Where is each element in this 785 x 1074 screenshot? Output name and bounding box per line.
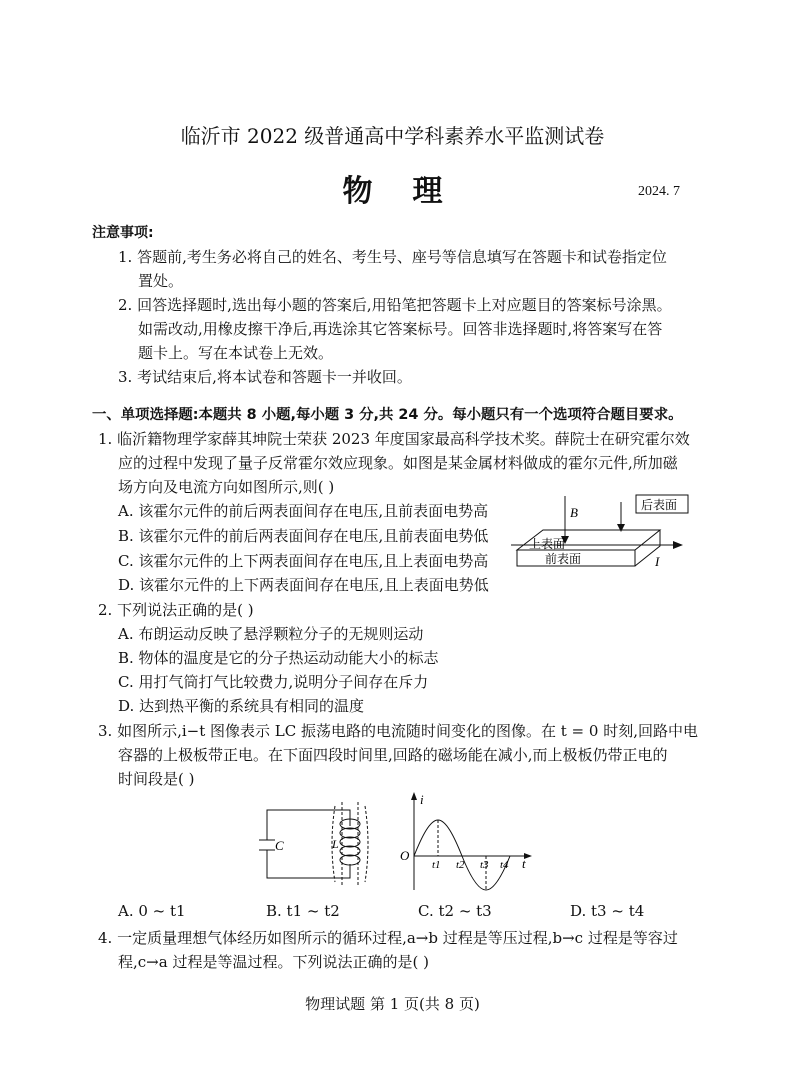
notice-item-2-line3: 题卡上。写在本试卷上无效。 [138,344,334,362]
tick-t4: t4 [500,859,509,871]
section-heading: 一、单项选择题:本题共 8 小题,每小题 3 分,共 24 分。每小题只有一个选项符合题目要求。 [92,407,683,423]
back-surface-label: 后表面 [641,498,678,512]
q1-option-b: B. 该霍尔元件的前后两表面间存在电压,且前表面电势低 [118,527,489,545]
current-label: I [655,554,660,569]
top-surface-label: 上表面 [529,537,566,551]
q4-line1: 4. 一定质量理想气体经历如图所示的循环过程,a→b 过程是等压过程,b→c 过程是等容过 [98,929,678,947]
q1-line2: 应的过程中发现了量子反常霍尔效应现象。如图是某金属材料做成的霍尔元件,所加磁 [118,454,678,472]
notice-item-1-line1: 1. 答题前,考生务必将自己的姓名、考生号、座号等信息填写在答题卡和试卷指定位 [118,248,667,266]
notice-item-2-line1: 2. 回答选择题时,选出每小题的答案后,用铅笔把答题卡上对应题目的答案标号涂黑。 [118,296,672,314]
q1-option-c: C. 该霍尔元件的上下两表面间存在电压,且上表面电势高 [118,552,489,570]
q2-option-a: A. 布朗运动反映了悬浮颗粒分子的无规则运动 [118,625,424,643]
q3-line3: 时间段是( ) [118,770,195,788]
q1-line1: 1. 临沂籍物理学家薛其坤院士荣获 2023 年度国家最高科学技术奖。薛院士在研究霍尔效 [98,430,690,448]
q3-option-c: C. t2 ~ t3 [418,902,492,920]
q1-line3: 场方向及电流方向如图所示,则( ) [118,478,335,496]
exam-title: 临沂市 2022 级普通高中学科素养水平监测试卷 [180,124,605,148]
i-t-graph [396,790,536,894]
tick-t3: t3 [480,859,489,871]
hall-element-figure [505,490,695,580]
q3-option-b: B. t1 ~ t2 [266,902,340,920]
tick-t2: t2 [456,859,465,871]
page-footer: 物理试题 第 1 页(共 8 页) [305,995,480,1013]
capacitor-label: C [275,838,284,853]
tick-t1: t1 [432,859,441,871]
t-axis-label: t [522,856,526,871]
q1-option-a: A. 该霍尔元件的前后两表面间存在电压,且前表面电势高 [118,502,489,520]
b-field-label: B [570,505,578,520]
notice-item-1-line2: 置处。 [138,272,184,290]
q3-option-d: D. t3 ~ t4 [570,902,645,920]
subject-title: 物理 [342,174,483,209]
q1-option-d: D. 该霍尔元件的上下两表面间存在电压,且上表面电势低 [118,576,489,594]
q2-line1: 2. 下列说法正确的是( ) [98,601,254,619]
exam-date: 2024. 7 [638,184,680,199]
q2-option-d: D. 达到热平衡的系统具有相同的温度 [118,697,365,715]
inductor-label: L [332,837,339,851]
origin-label: O [400,848,410,863]
lc-circuit-figure [255,792,375,892]
i-axis-label: i [420,792,424,807]
notice-item-2-line2: 如需改动,用橡皮擦干净后,再选涂其它答案标号。回答非选择题时,将答案写在答 [138,320,663,338]
q4-line2: 程,c→a 过程是等温过程。下列说法正确的是( ) [118,953,429,971]
q2-option-c: C. 用打气筒打气比较费力,说明分子间存在斥力 [118,673,429,691]
notice-title: 注意事项: [92,225,154,241]
q3-option-a: A. 0 ~ t1 [118,902,186,920]
front-surface-label: 前表面 [545,552,582,566]
notice-item-3-line1: 3. 考试结束后,将本试卷和答题卡一并收回。 [118,368,412,386]
q3-line2: 容器的上极板带正电。在下面四段时间里,回路的磁场能在减小,而上极板仍带正电的 [118,746,668,764]
q2-option-b: B. 物体的温度是它的分子热运动动能大小的标志 [118,649,439,667]
q3-line1: 3. 如图所示,i−t 图像表示 LC 振荡电路的电流随时间变化的图像。在 t = 0 时刻,回路中电 [98,722,698,740]
